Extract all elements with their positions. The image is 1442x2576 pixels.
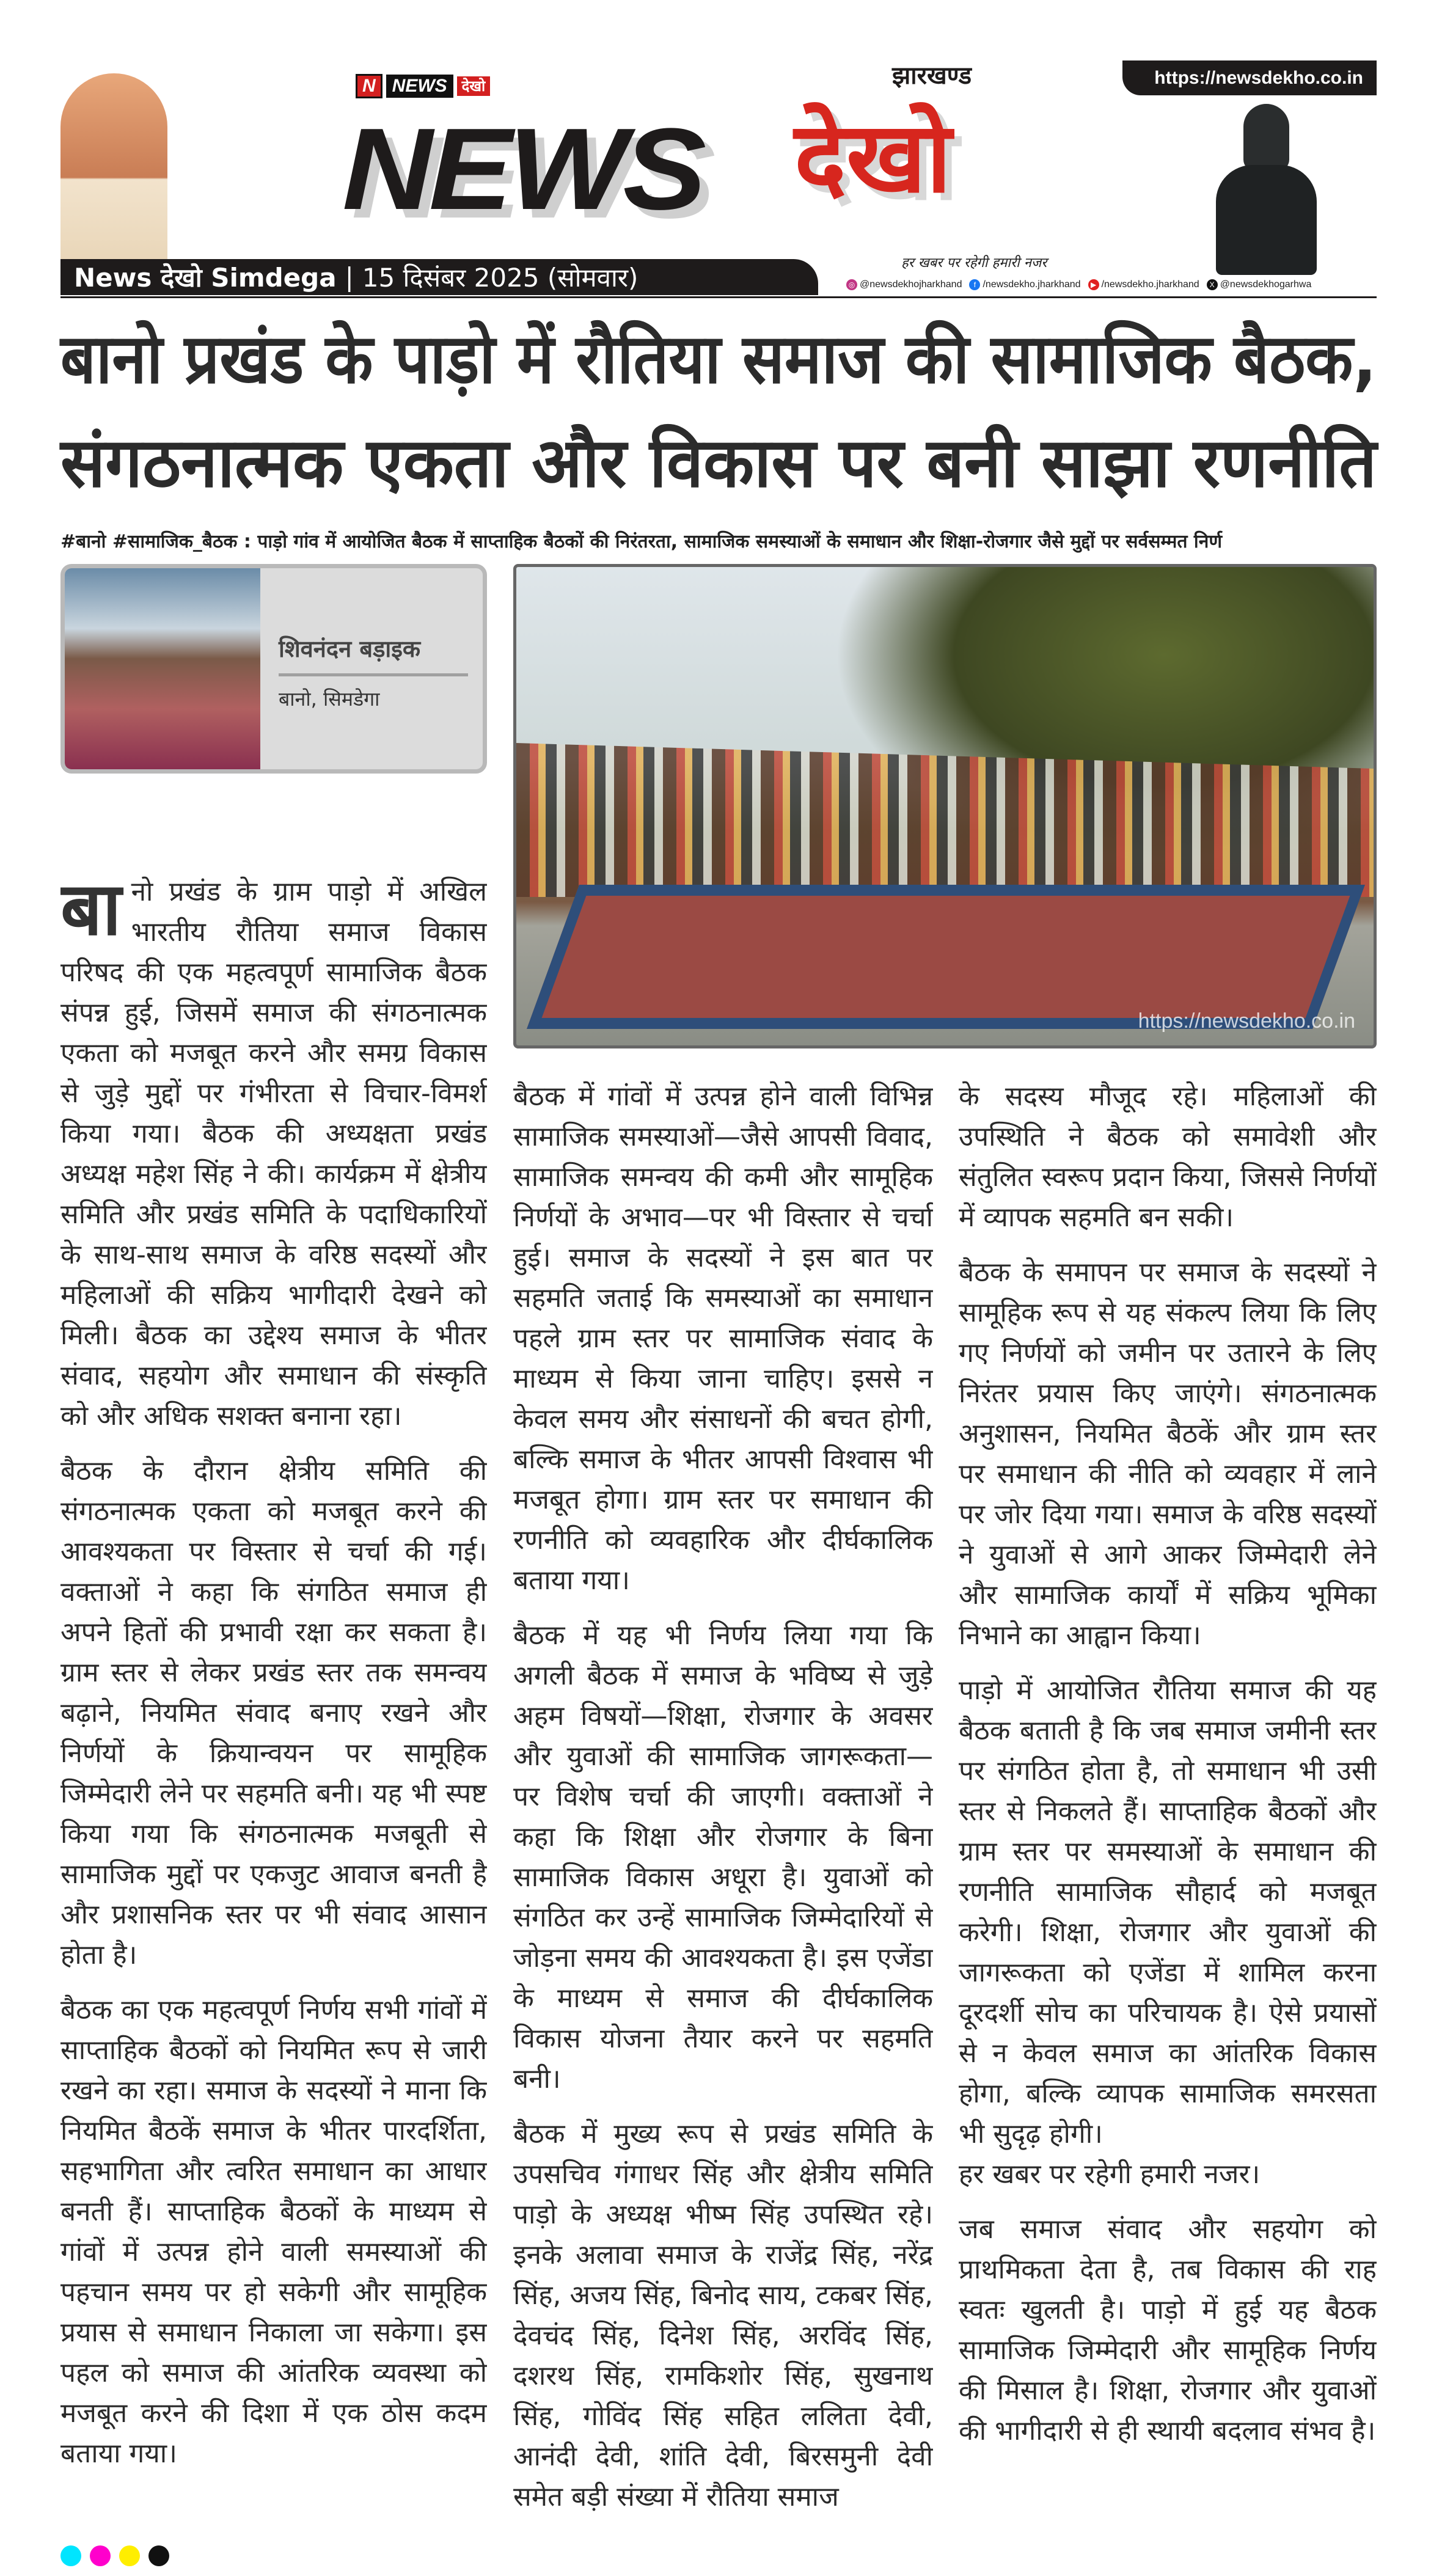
article-paragraph: बैठक में यह भी निर्णय लिया गया कि अगली बैठक में समाज के भविष्य से जुड़े अहम विषयों—शिक्षा, रोजगार के अवसर और युवाओं की सामाजिक जागरूकता—पर विशेष चर्चा की जाएगी। वक्ताओं ने कहा कि शिक्षा और रोजगार के बिना सामाजिक विकास अधूरा है। युवाओं को संगठित कर उन्हें सामाजिक जिम्मेदारियों से जोड़ना समय की आवश्यकता है। इस एजेंडा के माध्यम से समाज की दीर्घकालिक विकास योजना तैयार करने पर सहमति बनी। xyxy=(513,1620,933,2095)
masthead-region: झारखण्ड xyxy=(892,62,972,90)
article-paragraph xyxy=(60,872,487,1436)
article-paragraph: के सदस्य मौजूद रहे। महिलाओं की उपस्थिति ने बैठक को समावेशी और संतुलित स्वरूप प्रदान किया, जिससे निर्णयों में व्यापक सहमति बन सकी। xyxy=(959,1081,1377,1233)
author-name: शिवनंदन बड़ाइक xyxy=(279,635,421,662)
article-paragraph: जब समाज संवाद और सहयोग को प्राथमिकता देता है, तब विकास की राह स्वतः खुलती है। पाड़ो में हुई यह बैठक सामाजिक जिम्मेदारी और सामूहिक निर्णय की मिसाल है। शिक्षा, रोजगार और युवाओं की भागीदारी से ही स्थायी बदलाव संभव है। xyxy=(959,2214,1377,2446)
article-photo xyxy=(513,564,1377,1048)
edition-date-bar xyxy=(60,259,818,295)
article-paragraph: बैठक के दौरान क्षेत्रीय समिति की संगठनात्मक एकता को मजबूत करने की आवश्यकता पर विस्तार से चर्चा की गई। वक्ताओं ने कहा कि संगठित समाज ही अपने हितों की प्रभावी रक्षा कर सकता है। ग्राम स्तर से लेकर प्रखंड स्तर तक समन्वय बढ़ाने, नियमित संवाद बनाए रखने और निर्णयों के क्रियान्वयन पर सामूहिक जिम्मेदारी लेने पर सहमति बनी। यह भी स्पष्ट किया गया कि संगठनात्मक मजबूती से सामाजिक मुद्दों पर एकजुट आवाज बनती है और प्रशासनिक स्तर पर भी संवाद आसान होता है। xyxy=(60,1455,487,1970)
leader-portrait-image xyxy=(60,73,167,263)
masthead-logo-news: NEWS xyxy=(342,104,703,234)
small-logo xyxy=(356,72,490,100)
author-location: बानो, सिमडेगा xyxy=(279,687,380,711)
social-youtube[interactable] xyxy=(1088,279,1199,290)
edition-date: 15 दिसंबर 2025 (सोमवार) xyxy=(362,263,639,293)
social-links xyxy=(846,279,1311,290)
header-divider xyxy=(60,296,1377,298)
masthead-tagline: हर खबर पर रहेगी हमारी नजर xyxy=(901,255,1047,271)
article-column-1 xyxy=(60,872,487,2546)
paragraph-text: नो प्रखंड के ग्राम पाड़ो में अखिल भारतीय रौतिया समाज विकास परिषद की एक महत्वपूर्ण सामाजिक बैठक संपन्न हुई, जिसमें समाज की संगठनात्मक एकता को मजबूत करने और समग्र विकास से जुड़े मुद्दों पर गंभीरता से विचार-विमर्श किया गया। बैठक की अध्यक्षता प्रखंड अध्यक्ष महेश सिंह ने की। कार्यक्रम में क्षेत्रीय समिति और प्रखंड समिति के पदाधिकारियों के साथ-साथ समाज के वरिष्ठ सदस्यों और महिलाओं की सक्रिय भागीदारी देखने को मिली। बैठक का उद्देश्य समाज के भीतर संवाद, सहयोग और समाधान की संस्कृति को और अधिक सशक्त बनाना रहा। xyxy=(60,876,487,1432)
drop-cap: बा xyxy=(60,872,122,952)
headline-line-1: बानो प्रखंड के पाड़ो में रौतिया समाज की सामाजिक बैठक, xyxy=(60,320,1377,399)
masthead-logo-dekho: देखो xyxy=(794,100,952,214)
article-paragraph: बैठक में गांवों में उत्पन्न होने वाली विभिन्न सामाजिक समस्याओं—जैसे आपसी विवाद, सामाजिक समन्वय की कमी और सामूहिक निर्णयों के अभाव—पर भी विस्तार से चर्चा हुई। समाज के सदस्यों ने इस बात पर सहमति जताई कि समस्याओं का समाधान पहले ग्राम स्तर पर सामाजिक संवाद के माध्यम से किया जाना चाहिए। इससे न केवल समय और संसाधनों की बचत होगी, बल्कि समाज के भीतर आपसी विश्वास भी मजबूत होगा। ग्राम स्तर पर समाधान की रणनीति को व्यवहारिक और दीर्घकालिक बताया गया। xyxy=(513,1081,933,1596)
social-handle: @newsdekhojharkhand xyxy=(860,279,962,290)
social-handle: @newsdekhogarhwa xyxy=(1220,279,1312,290)
article-paragraph: बैठक में मुख्य रूप से प्रखंड समिति के उपसचिव गंगाधर सिंह और क्षेत्रीय समिति पाड़ो के अध्यक्ष भीष्म सिंह उपस्थित रहे। इनके अलावा समाज के राजेंद्र सिंह, नरेंद्र सिंह, अजय सिंह, बिनोद साय, टकबर सिंह, देवचंद सिंह, दिनेश सिंह, अरविंद सिंह, दशरथ सिंह, रामकिशोर सिंह, सुखनाथ सिंह, गोविंद सिंह सहित ललिता देवी, आनंदी देवी, शांति देवी, बिरसमुनी देवी समेत बड़ी संख्या में रौतिया समाज xyxy=(513,2118,933,2512)
social-x[interactable] xyxy=(1207,279,1312,290)
headline-line-2: संगठनात्मक एकता और विकास पर बनी साझा रणनीति xyxy=(60,423,1377,503)
instagram-icon: ◎ xyxy=(846,279,857,290)
social-facebook[interactable] xyxy=(969,279,1080,290)
author-card xyxy=(60,564,487,774)
logo-dekho-text: देखो xyxy=(457,76,491,96)
social-handle: /newsdekho.jharkhand xyxy=(983,279,1081,290)
magenta-dot-icon xyxy=(90,2545,111,2566)
statue-image xyxy=(1207,104,1326,275)
author-photo xyxy=(65,568,260,769)
cyan-dot-icon xyxy=(60,2545,81,2566)
social-handle: /newsdekho.jharkhand xyxy=(1101,279,1199,290)
article-column-3 xyxy=(959,1077,1377,2546)
yellow-dot-icon xyxy=(119,2545,140,2566)
separator: | xyxy=(345,262,354,292)
article-signoff: हर खबर पर रहेगी हमारी नजर। xyxy=(959,2159,1261,2190)
article-column-2 xyxy=(513,1077,933,2546)
x-icon: X xyxy=(1207,279,1218,290)
website-url-link[interactable] xyxy=(1122,60,1377,95)
social-instagram[interactable] xyxy=(846,279,962,290)
author-divider xyxy=(279,673,468,676)
article-headline xyxy=(60,307,1377,518)
youtube-icon: ▶ xyxy=(1088,279,1099,290)
website-url: https://newsdekho.co.in xyxy=(1154,67,1363,88)
photo-watermark: https://newsdekho.co.in xyxy=(1138,1009,1355,1033)
article-paragraph: पाड़ो में आयोजित रौतिया समाज की यह बैठक बताती है कि जब समाज जमीनी स्तर पर संगठित होता है, तो समाधान भी उसी स्तर से निकलते हैं। साप्ताहिक बैठकों और ग्राम स्तर पर समस्याओं के समाधान की रणनीति सामाजिक सौहार्द को मजबूत करेगी। शिक्षा, रोजगार और युवाओं की जागरूकता को एजेंडा में शामिल करना दूरदर्शी सोच का परिचायक है। ऐसे प्रयासों से न केवल समाज का आंतरिक विकास होगा, बल्कि व्यापक सामाजिक समरसता भी सुदृढ़ होगी। xyxy=(959,1675,1377,2150)
black-dot-icon xyxy=(148,2545,169,2566)
logo-n-mark: N xyxy=(356,74,382,98)
logo-news-text: NEWS xyxy=(386,75,453,98)
article-subtitle: #बानो #सामाजिक_बैठक : पाड़ो गांव में आयोजित बैठक में साप्ताहिक बैठकों की निरंतरता, सामाजिक समस्याओं के समाधान और शिक्षा-रोजगार जैसे मुद्दों पर सर्वसम्मत निर्ण xyxy=(60,531,1223,552)
edition-name: News देखो Simdega xyxy=(74,263,337,293)
article-paragraph: बैठक के समापन पर समाज के सदस्यों ने सामूहिक रूप से यह संकल्प लिया कि लिए गए निर्णयों को जमीन पर उतारने के लिए निरंतर प्रयास किए जाएंगे। संगठनात्मक अनुशासन, नियमित बैठकें और ग्राम स्तर पर समाधान की नीति को व्यवहार में लाने पर जोर दिया गया। समाज के वरिष्ठ सदस्यों ने युवाओं से आगे आकर जिम्मेदारी लेने और सामाजिक कार्यों में सक्रिय भूमिका निभाने का आह्वान किया। xyxy=(959,1257,1377,1651)
article-paragraph: बैठक का एक महत्वपूर्ण निर्णय सभी गांवों में साप्ताहिक बैठकों को नियमित रूप से जारी रखने का रहा। समाज के सदस्यों ने माना कि नियमित बैठकें समाज के भीतर पारदर्शिता, सहभागिता और त्वरित समाधान का आधार बनती हैं। साप्ताहिक बैठकों के माध्यम से गांवों में उत्पन्न होने वाली समस्याओं की पहचान समय पर हो सकेगी और सामूहिक प्रयास से समाधान निकाला जा सकेगा। इस पहल को समाज की आंतरिक व्यवस्था को मजबूत करने की दिशा में एक ठोस कदम बताया गया। xyxy=(60,1994,487,2469)
facebook-icon: f xyxy=(969,279,980,290)
print-registration-marks xyxy=(60,2545,169,2566)
